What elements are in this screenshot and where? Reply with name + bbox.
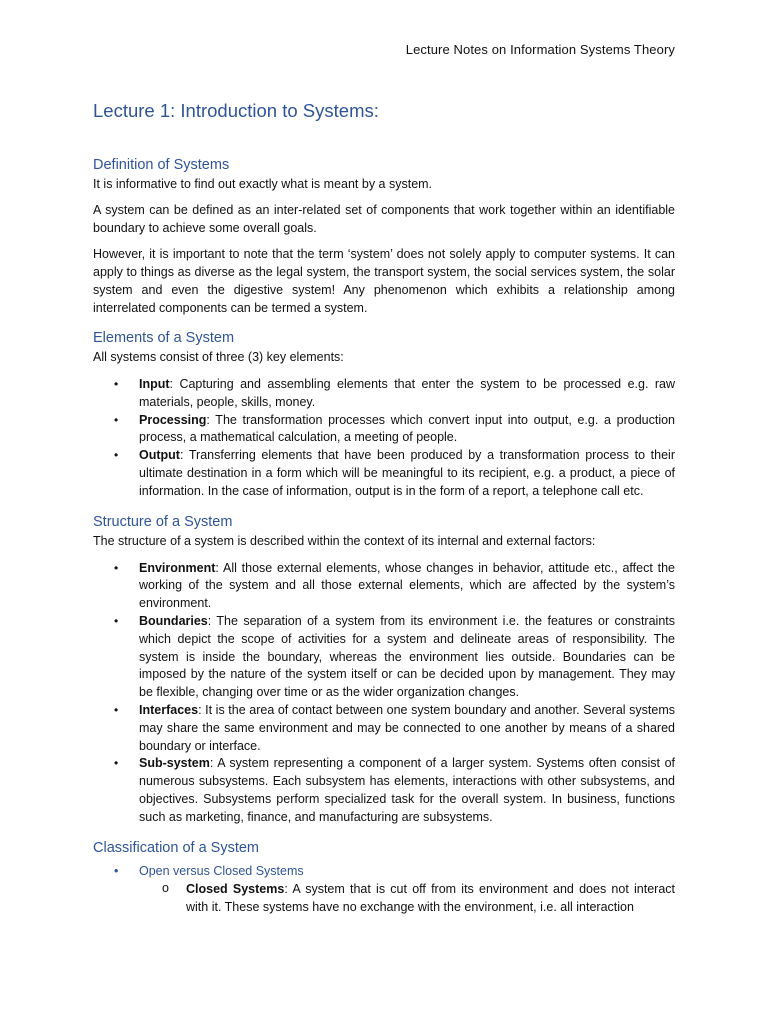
list-item: • Boundaries: The separation of a system from its environment i.e. the features or constraints which depict the scope of activities for a system and delineate areas of responsibility. The system is inside the boundary, whereas the environment lies outside. Boundaries can be imposed by the nature of the system itself or can be decided upon by management. They may be flexible, changing over time or as the wider organization changes. — [114, 613, 675, 700]
heading-classification: Classification of a System — [93, 839, 260, 856]
list-item: • Open versus Closed Systems — [114, 863, 304, 878]
structure-list — [93, 560, 675, 827]
paragraph: The structure of a system is described within the context of its internal and external factors: — [93, 533, 596, 548]
list-item: • Environment: All those external elements, whose changes in behavior, attitude etc., affect the working of the system and all those external elements, which are affected by the system’s environment. — [114, 560, 675, 611]
bullet-icon: • — [114, 412, 119, 427]
bullet-icon: • — [114, 377, 119, 391]
heading-structure: Structure of a System — [93, 513, 233, 530]
heading-definition: Definition of Systems — [93, 157, 230, 173]
circle-bullet-icon: o — [162, 880, 169, 895]
elements-list — [93, 376, 675, 501]
bullet-icon: • — [114, 702, 119, 717]
lecture-title: Lecture 1: Introduction to Systems: — [93, 100, 379, 121]
paragraph: It is informative to find out exactly what is meant by a system. — [93, 177, 433, 191]
bullet-icon: • — [114, 448, 119, 463]
paragraph: However, it is important to note that the term ‘system’ does not solely apply to computer systems. It can apply to things as diverse as the legal system, the transport system, the social services system, the solar system and even the digestive system! Any phenomenon which exhibits a relationship among interrelated components can be termed a system. — [93, 247, 675, 315]
list-item: • Output: Transferring elements that have been produced by a transformation process to their ultimate destination in a form which will be meaningful to its recipient, e.g. a product, a piece of information. In the case of information, output is in the form of a report, a telephone call etc. — [114, 448, 675, 498]
list-item: • Interfaces: It is the area of contact between one system boundary and another. Several systems may share the same environment and may be connected to one another by means of a shared boundary or interface. — [114, 702, 675, 753]
list-item: • Sub-system: A system representing a component of a larger system. Systems often consist of numerous subsystems. Each subsystem has elements, interactions with other subsystems, and objectives. Subsystems perform specialized task for the overall system. In business, functions such as marketing, finance, and manufacturing are subsystems. — [114, 756, 675, 824]
paragraph: All systems consist of three (3) key elements: — [93, 350, 344, 364]
bullet-icon: • — [114, 560, 119, 575]
list-item: • Processing: The transformation processes which convert input into output, e.g. a production process, a mathematical calculation, a meeting of people. — [114, 412, 675, 445]
document-body — [93, 100, 675, 916]
bullet-icon: • — [114, 863, 119, 878]
bullet-icon: • — [114, 613, 119, 628]
running-header: Lecture Notes on Information Systems Theory — [405, 42, 675, 57]
bullet-icon: • — [114, 756, 119, 771]
paragraph: A system can be defined as an inter-related set of components that work together within an identifiable boundary to achieve some overall goals. — [93, 203, 675, 235]
list-item: • Input: Capturing and assembling elements that enter the system to be processed e.g. raw materials, people, skills, money. — [114, 377, 675, 409]
classification-list — [93, 862, 675, 916]
list-item: o Closed Systems: A system that is cut off from its environment and does not interact with it. These systems have no exchange with the environment, i.e. all interaction — [162, 880, 675, 914]
heading-elements: Elements of a System — [93, 330, 235, 346]
